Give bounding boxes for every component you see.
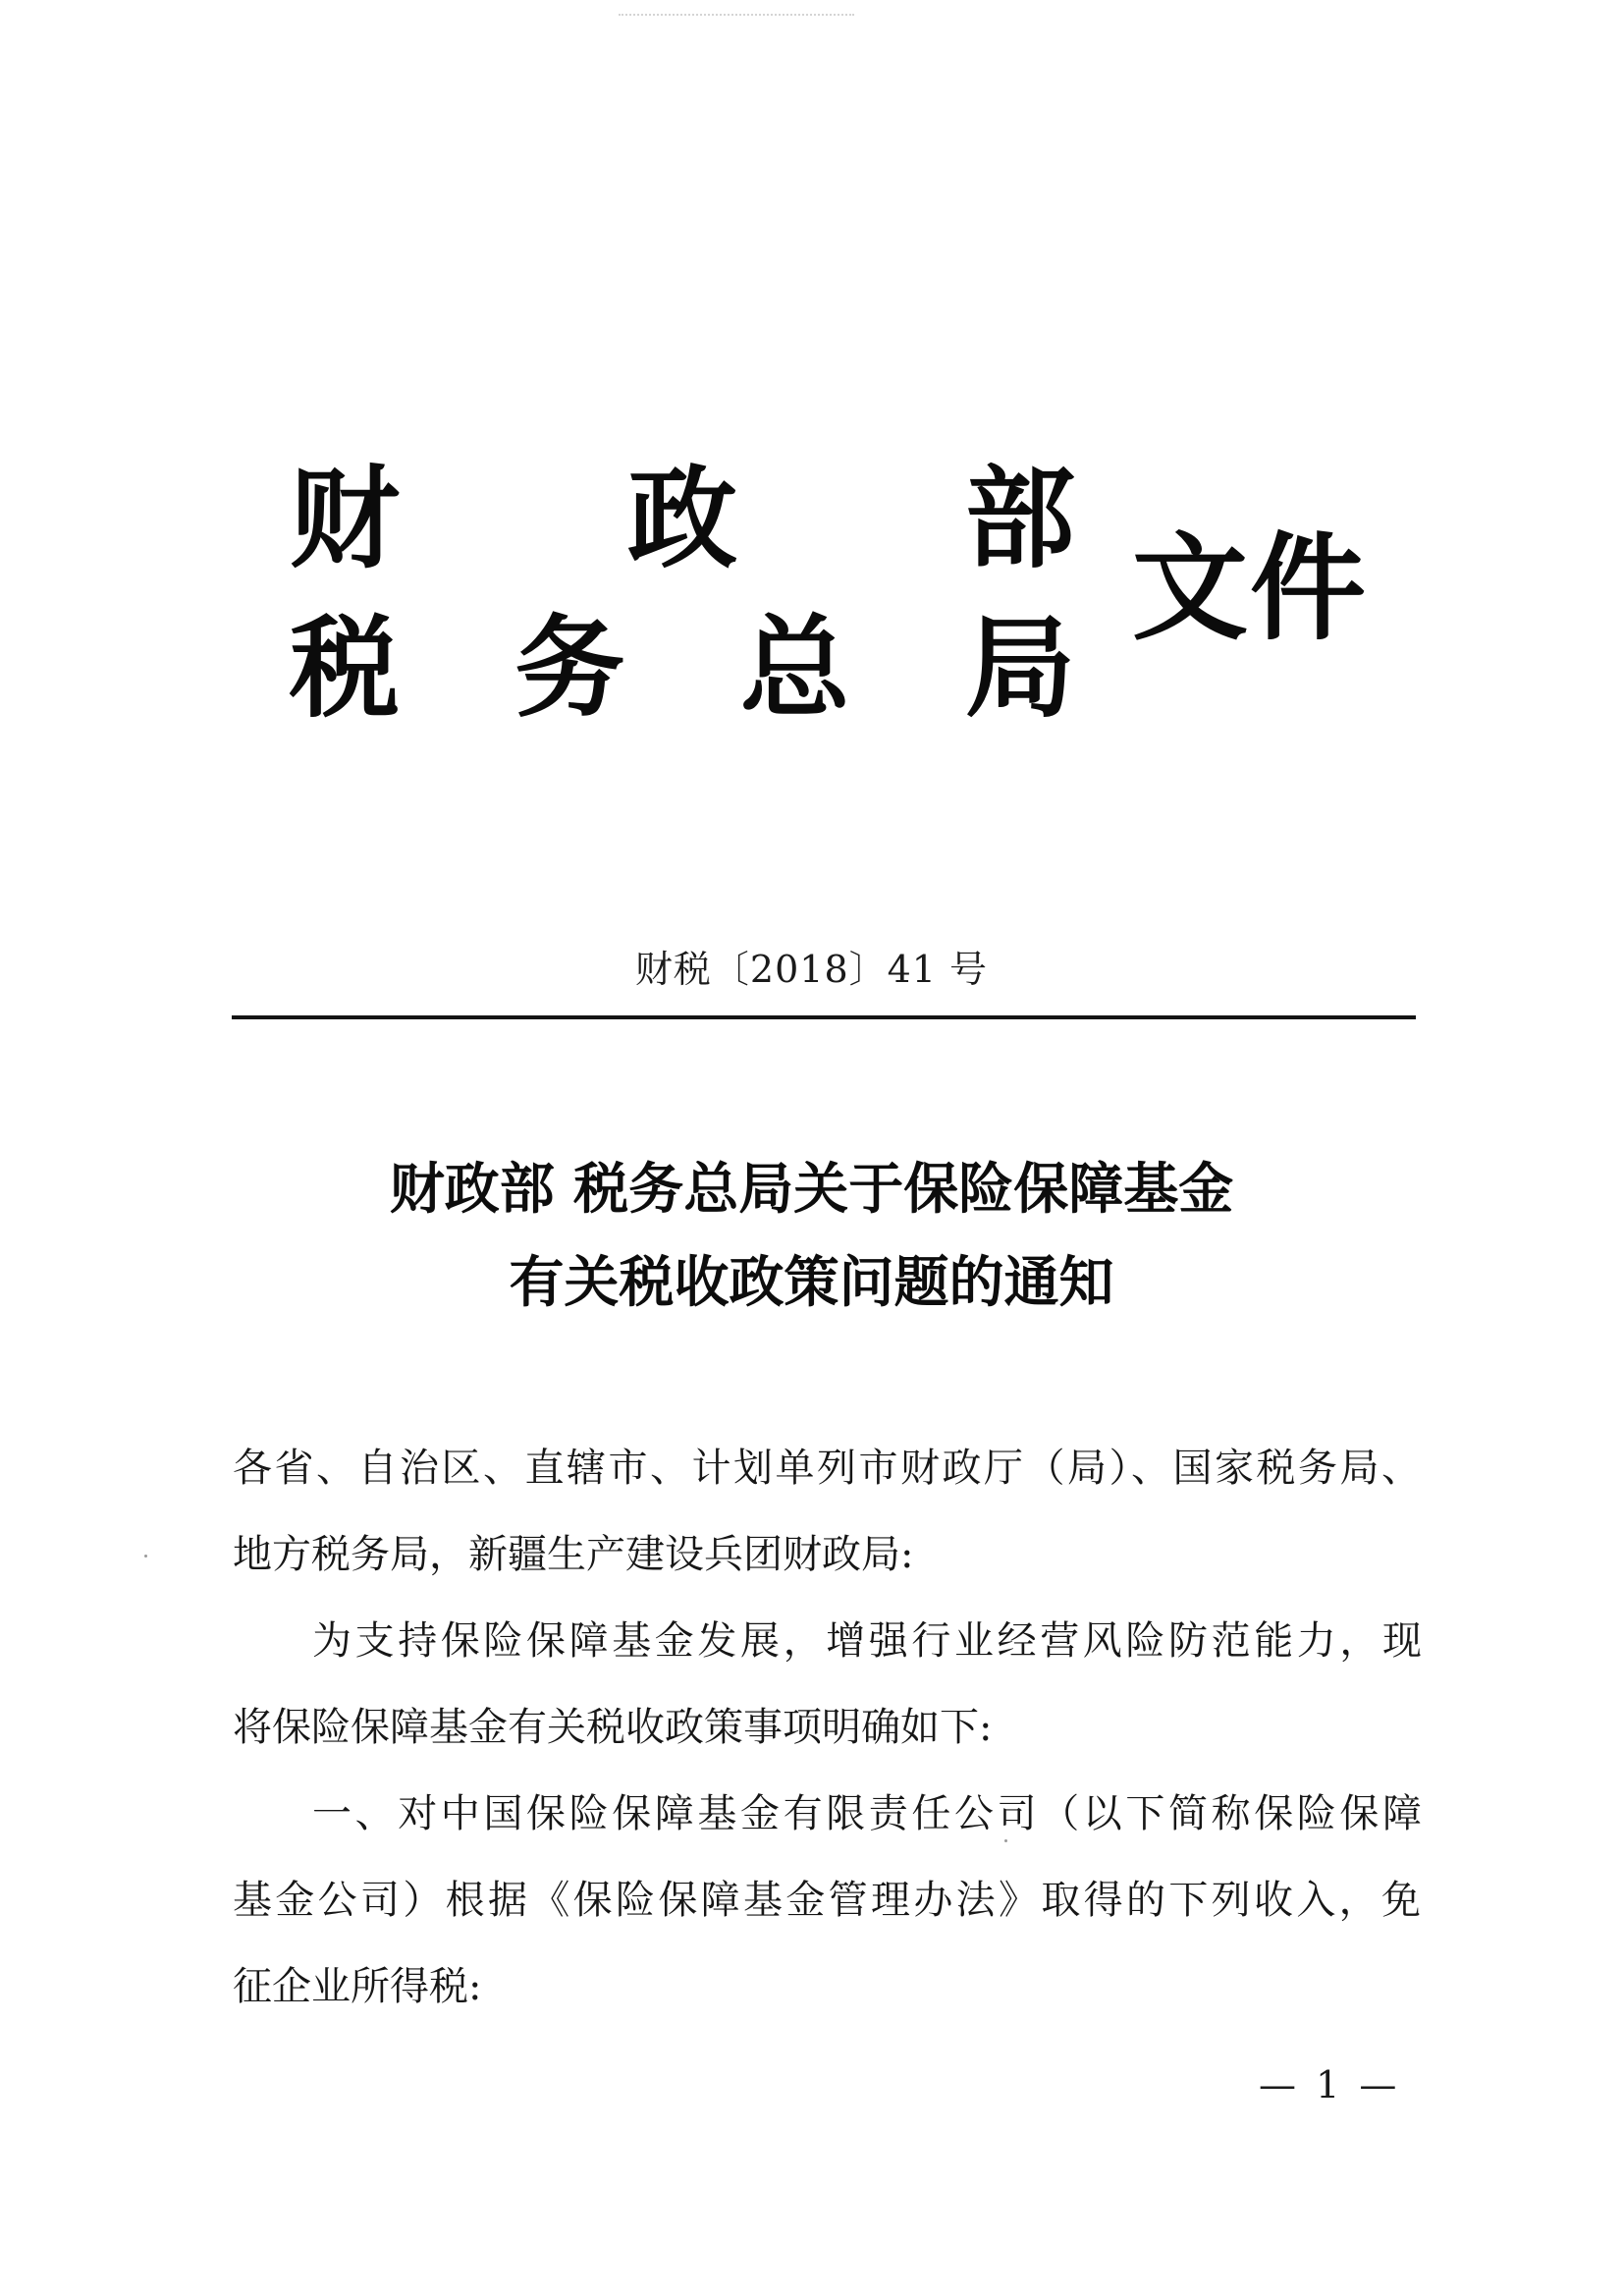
page-number: — 1 — [1259, 2063, 1401, 2106]
issuer-char: 部 [965, 455, 1075, 583]
document-title-line-1: 财政部 税务总局关于保险保障基金 [389, 1157, 1234, 1222]
issuer-line-ministry-of-finance [290, 456, 1075, 583]
item-1-line-2: 基金公司）根据《保险保障基金管理办法》取得的下列收入，免 [233, 1878, 1421, 1923]
issuer-char: 税 [290, 604, 400, 733]
scan-artifact [619, 14, 854, 22]
item-1-line-1: 一、对中国保险保障基金有限责任公司（以下简称保险保障 [312, 1791, 1422, 1836]
addressee-line-2: 地方税务局，新疆生产建设兵团财政局: [233, 1532, 914, 1577]
item-1-line-3: 征企业所得税: [233, 1964, 482, 2009]
issuer-char: 政 [627, 455, 737, 583]
issuer-char: 务 [514, 604, 625, 733]
scan-speck-dot [1004, 1839, 1007, 1842]
intro-paragraph-line-1: 为支持保险保障基金发展，增强行业经营风险防范能力，现 [312, 1618, 1422, 1664]
document-number: 财税〔2018〕41 号 [634, 948, 989, 991]
issuer-char: 财 [290, 455, 400, 583]
scan-speck-dot [144, 1555, 147, 1558]
document-title-line-2: 有关税收政策问题的通知 [509, 1250, 1114, 1315]
masthead-divider [232, 1015, 1416, 1019]
issuer-line-tax-administration [290, 605, 1075, 733]
addressee-line-1: 各省、自治区、直辖市、计划单列市财政厅（局）、国家税务局、 [233, 1446, 1421, 1491]
masthead [290, 432, 1389, 746]
document-type-label: 文件 [1132, 519, 1369, 656]
issuer-char: 总 [739, 604, 850, 733]
intro-paragraph-line-2: 将保险保障基金有关税收政策事项明确如下: [233, 1705, 993, 1750]
issuer-char: 局 [964, 604, 1075, 733]
